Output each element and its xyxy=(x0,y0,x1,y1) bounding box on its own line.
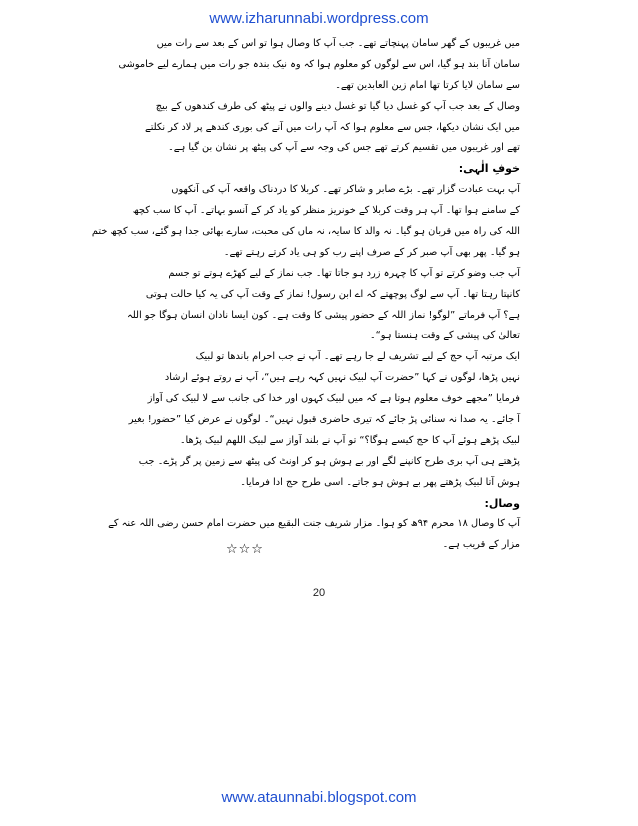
text-line: تھے اور غریبوں میں تقسیم کرتے تھے جس کی وجہ سے آپ کی پیٹھ پر نشان بن گیا ہے۔ xyxy=(167,142,520,154)
text-line: ایک مرتبہ آپ حج کے لیے تشریف لے جا رہے تھے۔ آپ نے جب احرام باندھا تو لبیک xyxy=(195,351,520,363)
text-line: ہوش آتا لبیک پڑھتے پھر بے ہوش ہو جاتے۔ اسی طرح حج ادا فرمایا۔ xyxy=(240,476,520,488)
text-line: سامان آنا بند ہو گیا، اس سے لوگوں کو معلوم ہوا کہ وہ نیک بندہ جو رات میں ہمارے لیے خاموشی xyxy=(118,58,520,70)
header-url[interactable]: www.izharunnabi.wordpress.com xyxy=(209,10,429,27)
text-line: وصال کے بعد جب آپ کو غسل دیا گیا تو غسل دینے والوں نے پیٹھ کی طرف کندھوں کے بیچ xyxy=(155,100,520,112)
text-line: کانپتا رہتا تھا۔ آپ سے لوگ پوچھتے کہ اے ابن رسول! نماز کے وقت آپ کی یہ کیا حالت ہوتی xyxy=(145,288,520,300)
text-line: مزار کے قریب ہے۔ xyxy=(442,539,520,551)
text-line: آپ بہت عبادت گزار تھے۔ بڑے صابر و شاکر تھے۔ کربلا کا دردناک واقعہ آپ کی آنکھوں xyxy=(171,184,520,196)
page-number: 20 xyxy=(312,587,326,599)
stars-ornament: ☆☆☆ xyxy=(226,542,264,557)
text-line: میں غریبوں کے گھر سامان پہنچاتے تھے۔ جب آپ کا وصال ہوا تو اس کے بعد سے رات میں xyxy=(156,38,520,49)
text-line: پڑھتے ہی آپ بری طرح کانپنے لگے اور بے ہوش ہو کر اونٹ کی پیٹھ سے زمین پر گر پڑے۔ جب xyxy=(138,455,520,467)
text-line: ہو گیا۔ پھر بھی آپ صبر کر کے صرف اپنے رب کو ہی یاد کرتے رہتے تھے۔ xyxy=(223,246,520,258)
text-line: سے سامان لایا کرتا تھا امام زین العابدین تھے۔ xyxy=(335,79,520,91)
text-line: ہے؟ آپ فرماتے ”لوگو! نماز اللہ کے حضور پیشی کا وقت ہے۔ کون ایسا نادان انسان ہوگا جو اللہ xyxy=(127,309,520,321)
text-line: کے سامنے ہوا تھا۔ آپ ہر وقت کربلا کے خونریز منظر کو یاد کر کے آنسو بہاتے۔ آپ کا سب کچھ xyxy=(132,205,520,217)
footer-url[interactable]: www.ataunnabi.blogspot.com xyxy=(221,789,417,806)
text-line: نہیں پڑھا، لوگوں نے کہا ”حضرت آپ لبیک نہیں کہہ رہے ہیں“، آپ نے روتے ہوئے ارشاد xyxy=(164,372,520,384)
text-line: فرمایا ”مجھے خوف معلوم ہوتا ہے کہ میں لبیک کہوں اور خدا کی جانب سے لا لبیک کی آواز xyxy=(147,393,520,405)
section-heading: خوفِ الٰہی: xyxy=(458,162,520,176)
text-line: لبیک پڑھے ہوئے آپ کا حج کیسے ہوگا؟“ تو آپ نے بلند آواز سے لبیک اللھم لبیک پڑھا۔ xyxy=(179,434,520,446)
text-line: تعالیٰ کی پیشی کے وقت ہنستا ہو“۔ xyxy=(369,330,520,342)
text-line: آپ جب وضو کرتے تو آپ کا چہرہ زرد ہو جاتا تھا۔ جب نماز کے لیے کھڑے ہوتے تو جسم xyxy=(168,267,520,279)
text-line: آپ کا وصال ۱۸ محرم ۹۴ھ کو ہوا۔ مزار شریف جنت البقیع میں حضرت امام حسن رضی اللہ عنہ کے xyxy=(108,518,520,530)
section-heading: وصال: xyxy=(484,496,520,510)
text-line: میں ایک نشان دیکھا، جس سے معلوم ہوا کہ آپ رات میں آنے کی بوری کندھے پر لاد کر نکلتے xyxy=(144,121,520,133)
document-body xyxy=(91,34,520,556)
text-line: آ جائے۔ یہ صدا نہ سنائی پڑ جائے کہ تیری حاضری قبول نہیں“۔ لوگوں نے عرض کیا ”حضور! بغیر xyxy=(128,414,520,426)
text-line: اللہ کی راہ میں قربان ہو گیا۔ نہ والد کا سایہ، نہ ماں کی محبت، سارے بھائی جدا ہو گئے، سب کچھ ختم xyxy=(91,226,520,238)
